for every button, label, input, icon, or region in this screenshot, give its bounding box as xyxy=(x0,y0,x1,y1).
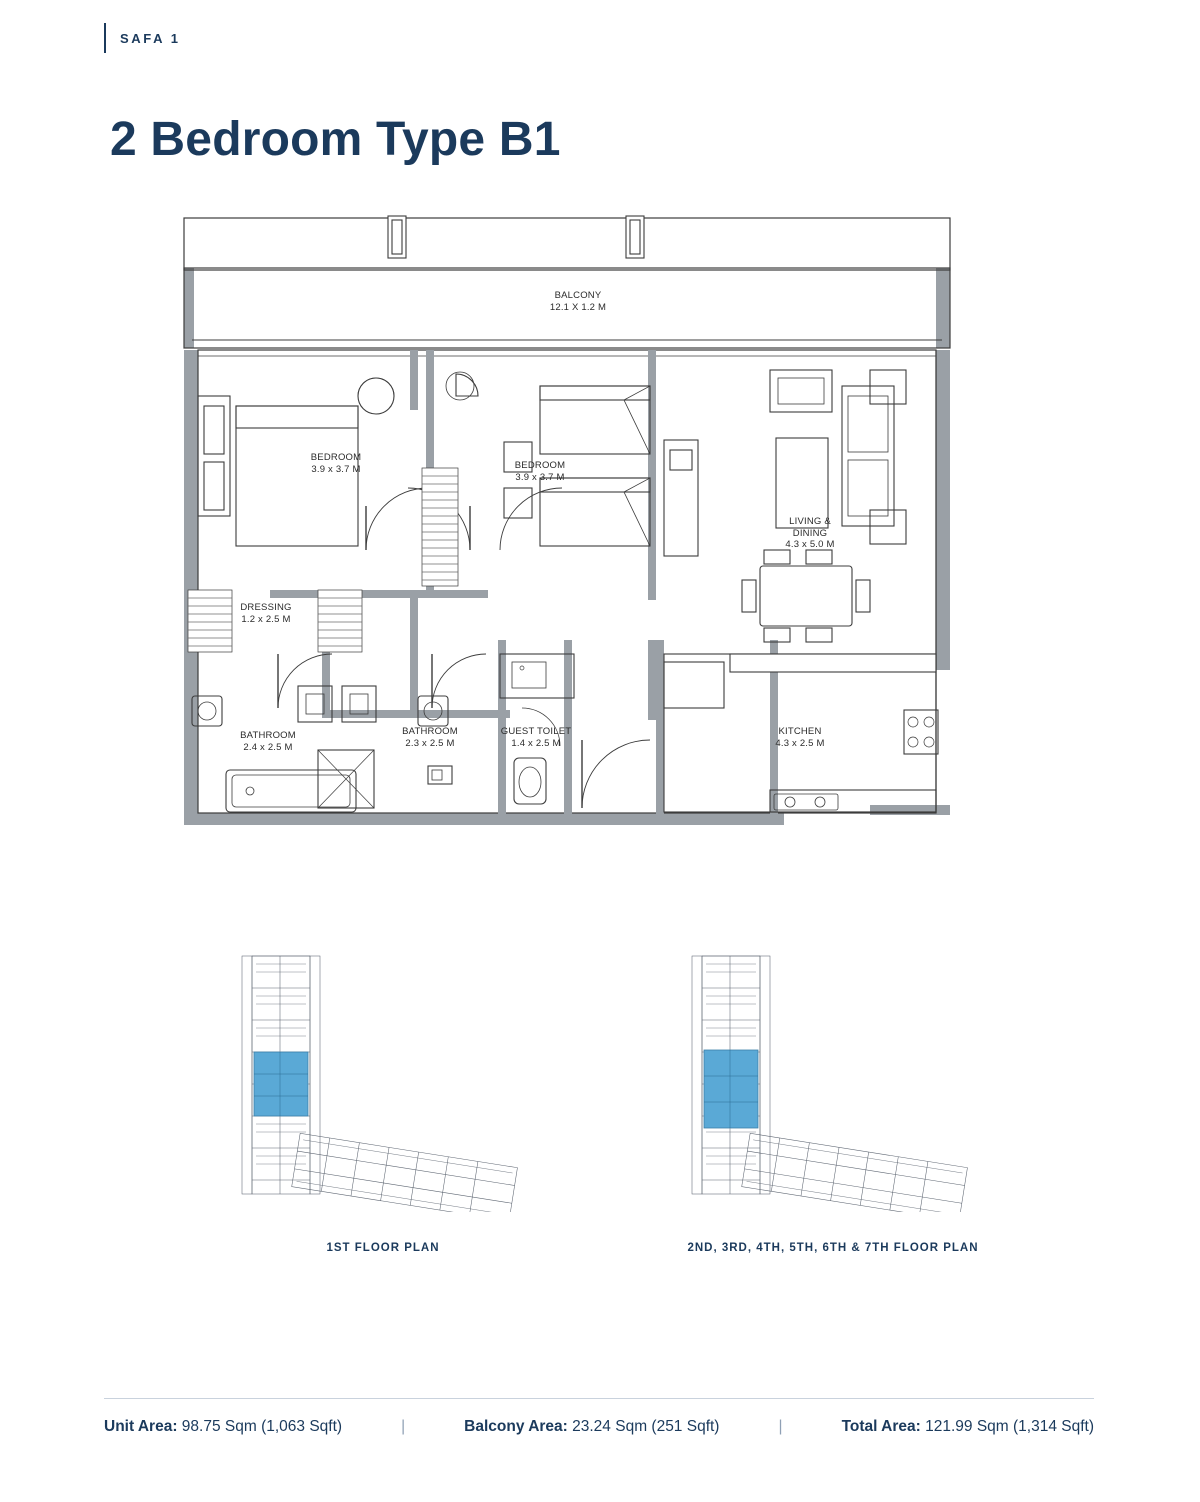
room-name: BATHROOM xyxy=(240,730,296,741)
room-dims: 12.1 X 1.2 M xyxy=(549,301,607,313)
room-label-dressing xyxy=(196,602,336,625)
balcony-area xyxy=(464,1418,719,1436)
room-name: DRESSING xyxy=(240,602,292,613)
room-dims: 1.4 x 2.5 M xyxy=(511,737,561,749)
room-label-balcony xyxy=(488,290,668,313)
room-dims: 2.3 x 2.5 M xyxy=(405,737,455,749)
unit-area xyxy=(104,1418,342,1436)
footer-separator-1: | xyxy=(401,1418,406,1435)
room-dims: 1.2 x 2.5 M xyxy=(241,613,291,625)
room-label-bedroom-1 xyxy=(276,452,396,475)
balcony-area-value: 23.24 Sqm (251 Sqft) xyxy=(567,1418,720,1435)
room-label-living-dining xyxy=(750,516,870,551)
room-name: LIVING & xyxy=(789,516,831,527)
area-summary xyxy=(104,1418,1094,1436)
unit-area-label: Unit Area: xyxy=(104,1418,178,1435)
highlighted-unit xyxy=(254,1052,308,1116)
footer-separator-2: | xyxy=(778,1418,783,1435)
unit-area-value: 98.75 Sqm (1,063 Sqft) xyxy=(177,1418,343,1435)
total-area xyxy=(842,1418,1094,1436)
room-name: BATHROOM xyxy=(402,726,458,737)
room-name: KITCHEN xyxy=(778,726,822,737)
room-name: GUEST TOILET xyxy=(500,726,572,737)
brand-label: SAFA 1 xyxy=(120,30,181,46)
brand-row xyxy=(104,22,181,54)
page-title: 2 Bedroom Type B1 xyxy=(110,113,561,166)
room-name-2: DINING xyxy=(792,527,828,539)
balcony-area-label: Balcony Area: xyxy=(464,1418,568,1435)
room-name: BEDROOM xyxy=(514,460,566,471)
room-dims: 4.3 x 2.5 M xyxy=(775,737,825,749)
room-label-bathroom-1 xyxy=(198,730,338,753)
room-dims: 4.3 x 5.0 M xyxy=(785,539,835,550)
floor-plan-drawing xyxy=(170,210,990,850)
brand-rule xyxy=(104,23,106,53)
key-plan-1-caption: 1ST FLOOR PLAN xyxy=(326,1242,440,1254)
key-plan-1 xyxy=(238,952,528,1254)
footer-divider xyxy=(104,1398,1094,1399)
room-dims: 2.4 x 2.5 M xyxy=(243,741,293,753)
room-name: BEDROOM xyxy=(310,452,362,463)
room-label-bedroom-2 xyxy=(480,460,600,483)
highlighted-unit xyxy=(704,1050,758,1128)
key-plan-2-caption: 2ND, 3RD, 4TH, 5TH, 6TH & 7TH FLOOR PLAN xyxy=(687,1242,979,1254)
room-dims: 3.9 x 3.7 M xyxy=(515,471,565,483)
room-name: BALCONY xyxy=(554,290,602,301)
total-area-value: 121.99 Sqm (1,314 Sqft) xyxy=(920,1418,1094,1435)
key-plan-2 xyxy=(687,952,979,1254)
room-label-guest-toilet xyxy=(466,726,606,749)
total-area-label: Total Area: xyxy=(841,1418,921,1435)
room-label-kitchen xyxy=(730,726,870,749)
room-dims: 3.9 x 3.7 M xyxy=(311,463,361,475)
